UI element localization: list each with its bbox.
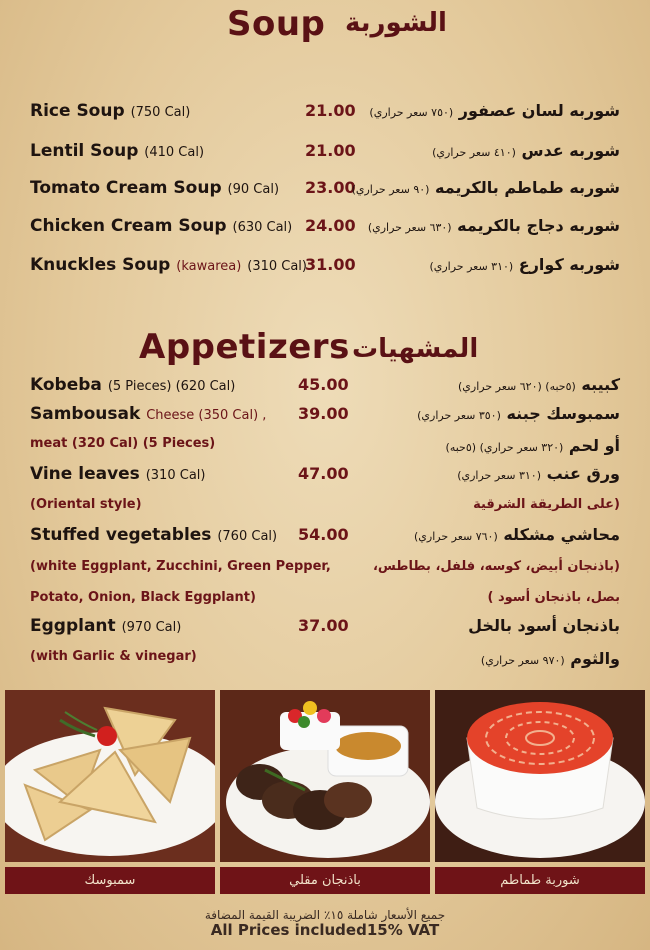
item-name-ar: سمبوسك جبنه: [506, 404, 620, 423]
item-price: 54.00: [298, 525, 349, 544]
item-name-ar: محاشي مشكله: [503, 525, 620, 544]
item-price: 21.00: [305, 141, 356, 160]
item-name-ar: باذنجان أسود بالخل: [468, 616, 620, 635]
item-name-ar: شوربه كوارع: [518, 255, 620, 274]
item-name: Sambousak: [30, 404, 141, 424]
item-name-ar-2: والثوم: [570, 649, 620, 668]
item-name: Rice Soup: [30, 101, 125, 121]
item-price: 21.00: [305, 101, 356, 120]
item-name: Kobeba: [30, 375, 102, 395]
soup-item-tomato: [0, 178, 650, 204]
vat-note-ar: جميع الأسعار شاملة ١٥٪ الضريبة القيمة المضافة: [204, 908, 446, 922]
item-cal: (750 Cal): [130, 105, 191, 120]
item-cal-ar: (٥حبه) (٦٢٠ سعر حراري): [458, 380, 576, 393]
photo-caption-sambousak: سمبوسك: [5, 867, 215, 894]
item-name-ar: شوربه لسان عصفور: [458, 101, 620, 120]
item-name: Vine leaves: [30, 464, 140, 484]
item-price: 31.00: [305, 255, 356, 274]
item-cal: (410 Cal): [144, 145, 205, 160]
item-name: Eggplant: [30, 616, 116, 636]
soup-title-ar: الشوربة: [345, 8, 447, 38]
appetizer-item-eggplant: [0, 616, 650, 642]
item-cal-ar: (٣١٠ سعر حراري): [429, 260, 514, 273]
item-name: Knuckles Soup: [30, 255, 171, 275]
item-sub-ar: (باذنجان أبيض، كوسه، فلفل، بطاطس،: [372, 559, 620, 574]
item-sub-ar: أو لحم: [568, 436, 620, 455]
item-price: 47.00: [298, 464, 349, 483]
appetizer-eggplant-sub: [0, 649, 650, 675]
item-cal-ar: (٧٦٠ سعر حراري): [413, 530, 498, 543]
item-name-ar: شوربه عدس: [521, 141, 620, 160]
soup-item-chicken: [0, 216, 650, 242]
appetizer-vine-sub: [0, 497, 650, 523]
item-name-ar: كبيبه: [581, 375, 620, 394]
item-name: Stuffed vegetables: [30, 525, 212, 545]
item-price: 45.00: [298, 375, 349, 394]
item-name-ar: شوربه دجاج بالكريمه: [457, 216, 620, 235]
appetizer-item-kobeba: [0, 375, 650, 401]
item-sub: (with Garlic & vinegar): [30, 649, 197, 664]
item-sub: meat (320 Cal) (5 Pieces): [30, 436, 216, 451]
fried-eggplant-photo: [220, 690, 430, 862]
item-price: 24.00: [305, 216, 356, 235]
item-note: (kawarea): [176, 259, 242, 274]
item-cal-ar: (٤١٠ سعر حراري): [432, 146, 516, 159]
item-sub-ar: (على الطريقة الشرقية: [473, 497, 620, 512]
soup-item-knuckles: [0, 255, 650, 281]
appetizers-title-ar: المشهيات: [352, 334, 479, 364]
item-name: Tomato Cream Soup: [30, 178, 222, 198]
appetizer-stuffed-sub2: [0, 590, 650, 616]
item-cal: (310 Cal): [247, 259, 307, 274]
photo-caption-tomato-soup: شوربة طماطم: [435, 867, 645, 894]
item-sub: (Oriental style): [30, 497, 142, 512]
item-cal-ar: (٣٥٠ سعر حراري): [417, 409, 501, 422]
vat-note: All Prices included15% VAT: [210, 921, 440, 939]
item-name: Chicken Cream Soup: [30, 216, 227, 236]
item-price: 37.00: [298, 616, 349, 635]
tomato-soup-photo: [435, 690, 645, 862]
item-cal: (310 Cal): [145, 468, 206, 483]
item-price: 39.00: [298, 404, 349, 423]
soup-item-rice: [0, 101, 650, 127]
appetizers-title: Appetizers: [139, 327, 350, 367]
item-cal: (5 Pieces) (620 Cal): [107, 379, 236, 394]
appetizer-item-vine-leaves: [0, 464, 650, 490]
item-name: Lentil Soup: [30, 141, 139, 161]
item-sub-cal-ar: (٣٢٠ سعر حراري) (٥حبه): [445, 441, 564, 454]
item-cal: Cheese (350 Cal) ,: [146, 408, 267, 423]
item-cal-ar: (٣١٠ سعر حراري): [457, 469, 541, 482]
appetizer-stuffed-sub1: [0, 559, 650, 585]
item-sub-ar: بصل، باذنجان أسود ): [487, 590, 620, 605]
item-cal: (90 Cal): [227, 182, 280, 197]
soup-title: Soup: [227, 4, 326, 44]
appetizer-sambousak-sub: [0, 436, 650, 462]
item-sub: Potato, Onion, Black Eggplant): [30, 590, 256, 605]
item-name-ar: ورق عنب: [546, 464, 620, 483]
soup-item-lentil: [0, 141, 650, 167]
item-name-ar: شوربه طماطم بالكريمه: [435, 178, 620, 197]
appetizer-item-stuffed: [0, 525, 650, 551]
item-cal: (760 Cal): [217, 529, 278, 544]
item-cal-ar: (٦٣٠ سعر حراري): [367, 221, 452, 234]
item-cal: (630 Cal): [232, 220, 293, 235]
item-cal: (970 Cal): [121, 620, 182, 635]
item-cal-ar: (٩٠ سعر حراري): [351, 183, 430, 196]
item-cal-ar: (٩٧٠ سعر حراري): [480, 654, 565, 667]
photo-caption-eggplant: باذنجان مقلي: [220, 867, 430, 894]
item-sub: (white Eggplant, Zucchini, Green Pepper,: [30, 559, 331, 574]
sambousak-photo: [5, 690, 215, 862]
item-price: 23.00: [305, 178, 356, 197]
item-cal-ar: (٧٥٠ سعر حراري): [369, 106, 454, 119]
appetizer-item-sambousak: [0, 404, 650, 430]
